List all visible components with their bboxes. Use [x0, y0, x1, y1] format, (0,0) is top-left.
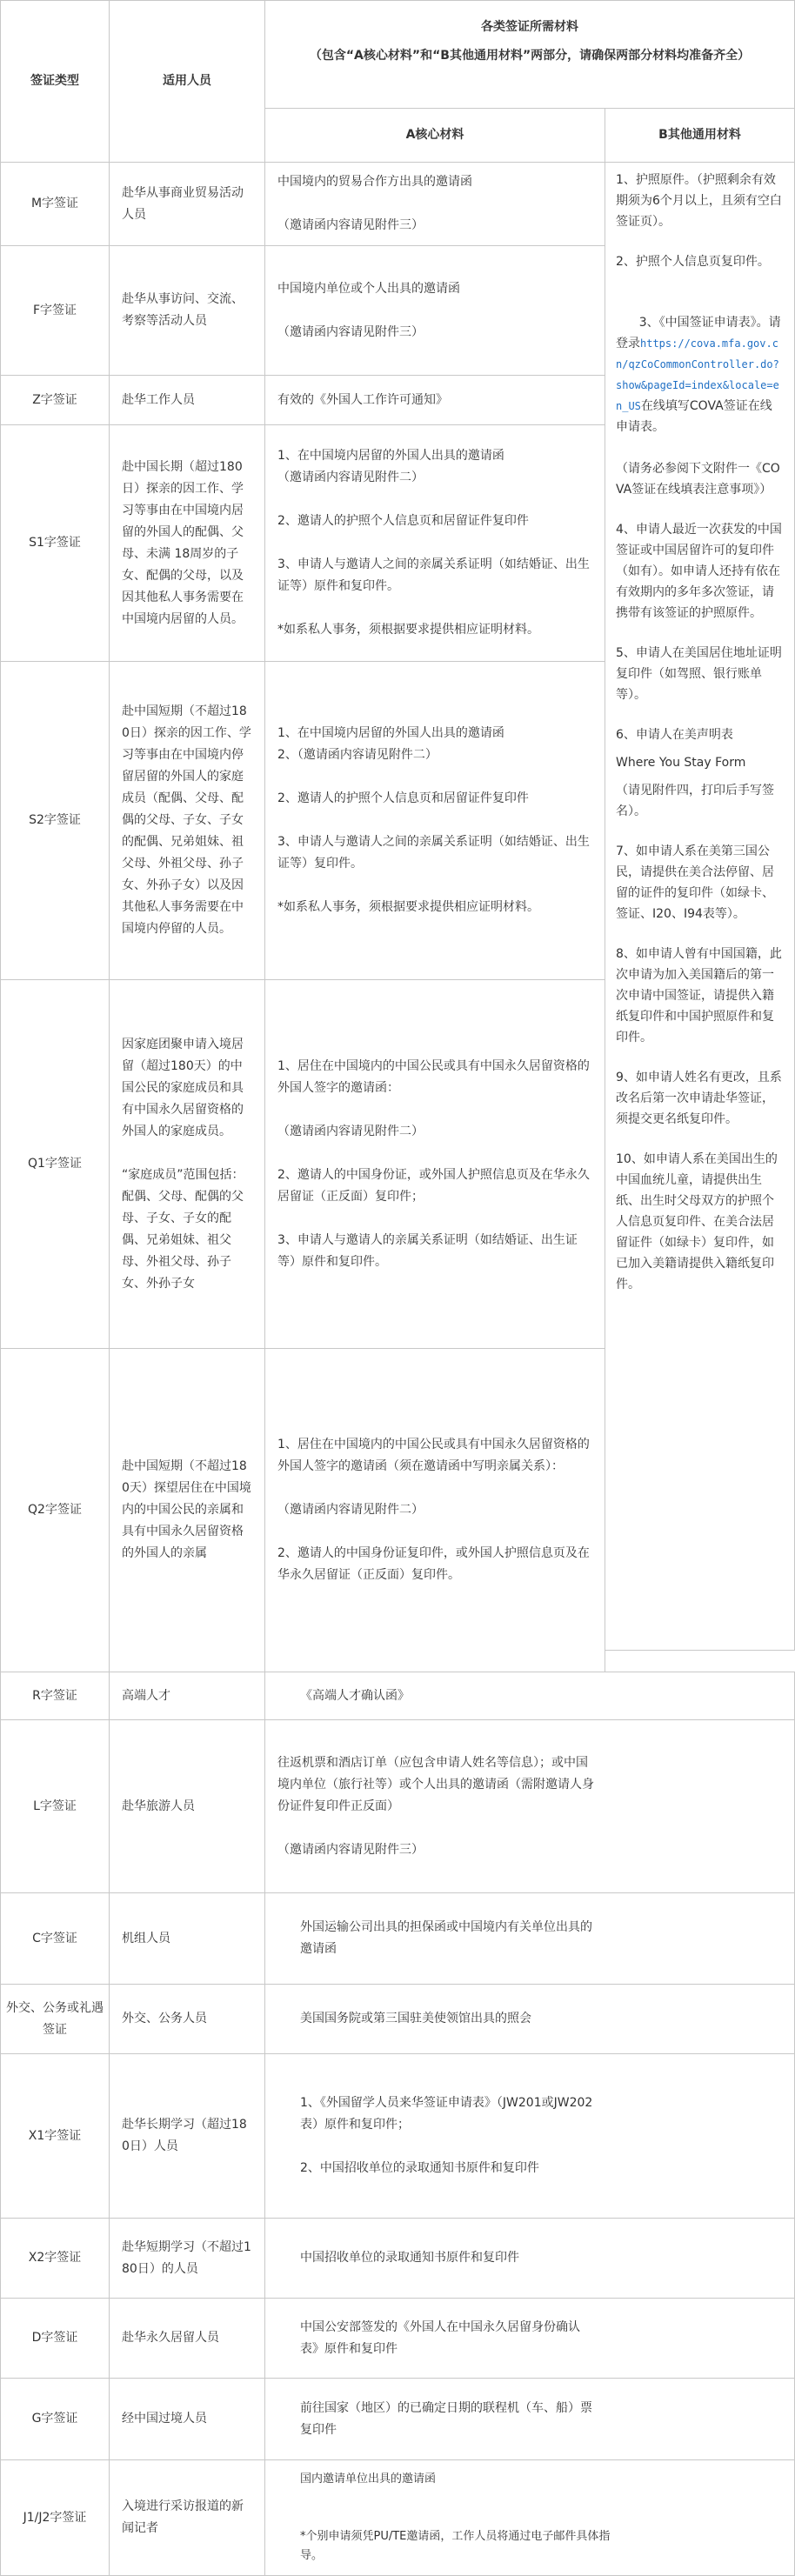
row-j-applicant: 入境进行采访报道的新闻记者 [109, 2459, 265, 2576]
row-q2-applicant: 赴中国短期（不超过180天）探望居住在中国境内的中国公民的亲属和具有中国永久居留资格的外国人的亲属 [109, 1348, 265, 1672]
row-q2-core: 1、居住在中国境内的中国公民或具有中国永久居留资格的外国人签字的邀请函（须在邀请函中写明亲属关系）： （邀请函内容请见附件二） 2、邀请人的中国身份证复印件，或外国人护照信息页及在华永久居留证（正反面）复印件。 [264, 1348, 605, 1672]
row-j-core: 国内邀请单位出具的邀请函 *个别申请须凭PU/TE邀请函，工作人员将通过电子邮件具体指导。 [264, 2459, 795, 2576]
row-z-applicant: 赴华工作人员 [109, 375, 265, 425]
row-diplomatic-applicant: 外交、公务人员 [109, 1984, 265, 2054]
other-item-4: 4、申请人最近一次获发的中国签证或中国居留许可的复印件（如有）。如申请人还持有依在有效期内的多年多次签证，请携带有该签证的护照原件。 [616, 523, 782, 620]
other-item-3: 3、《中国签证申请表》。请登录https://cova.mfa.gov.cn/qzCoCommonController.do?show&pageId=index&locale=en_US在线填写COVA签证在线申请表。 [616, 316, 781, 434]
row-x1-core: 1、《外国留学人员来华签证申请表》（JW201或JW202表）原件和复印件； 2、中国招收单位的录取通知书原件和复印件 [264, 2053, 795, 2219]
row-z-type: Z字签证 [0, 375, 110, 425]
row-x2-type: X2字签证 [0, 2218, 110, 2299]
row-m-type: M字签证 [0, 162, 110, 246]
row-l-applicant: 赴华旅游人员 [109, 1719, 265, 1893]
row-q1-core: 1、居住在中国境内的中国公民或具有中国永久居留资格的外国人签字的邀请函： （邀请函内容请见附件二） 2、邀请人的中国身份证，或外国人护照信息页及在华永久居留证（正反面）复印件； 3、申请人与邀请人的亲属关系证明（如结婚证、出生证等）原件和复印件。 [264, 979, 605, 1349]
row-m-applicant: 赴华从事商业贸易活动人员 [109, 162, 265, 246]
row-d-core: 中国公安部签发的《外国人在中国永久居留身份确认表》原件和复印件 [264, 2298, 795, 2379]
other-item-6: 6、申请人在美声明表 [616, 728, 733, 742]
row-r-core: 《高端人才确认函》 [264, 1672, 795, 1720]
row-x1-applicant: 赴华长期学习（超过180日）人员 [109, 2053, 265, 2219]
other-item-10: 10、如申请人系在美国出生的中国血统儿童，请提供出生纸、出生时父母双方的护照个人信息页复印件、在美合法居留证件（如绿卡）复印件，如已加入美籍请提供入籍纸复印件。 [616, 1152, 778, 1291]
other-item-6-note: （请见附件四，打印后手写签名）。 [616, 784, 774, 818]
other-item-7: 7、如申请人系在美第三国公民，请提供在美合法停留、居留的证件的复印件（如绿卡、签证、I20、I94表等）。 [616, 844, 774, 921]
header-materials-subtitle: （包含“A核心材料”和“B其他通用材料”两部分，请确保两部分材料均准备齐全） [309, 49, 751, 63]
row-f-applicant: 赴华从事访问、交流、考察等活动人员 [109, 245, 265, 376]
row-r-applicant: 高端人才 [109, 1672, 265, 1720]
row-s2-type: S2字签证 [0, 661, 110, 980]
header-type-label: 签证类型 [30, 74, 79, 88]
row-s1-applicant: 赴中国长期（超过180日）探亲的因工作、学习等事由在中国境内居留的外国人的配偶、父母、未满 18周岁的子女、配偶的父母，以及因其他私人事务需要在中国境内居留的人员。 [109, 424, 265, 662]
other-item-8: 8、如申请人曾有中国国籍，此次申请为加入美国籍后的第一次申请中国签证，请提供入籍纸复印件和中国护照原件和复印件。 [616, 947, 782, 1044]
row-f-type: F字签证 [0, 245, 110, 376]
row-j-type: J1/J2字签证 [0, 2459, 110, 2576]
header-applicant [109, 0, 265, 163]
other-item-9: 9、如申请人姓名有更改，且系改名后第一次申请赴华签证，须提交更名纸复印件。 [616, 1071, 782, 1126]
cova-link[interactable]: https://cova.mfa.gov.cn/qzCoCommonController.do?show&pageId=index&locale=en_US [616, 337, 779, 412]
header-other-label: B其他通用材料 [658, 128, 741, 142]
other-item-1: 1、护照原件。（护照剩余有效期须为6个月以上，且须有空白签证页）。 [616, 173, 782, 229]
row-z-core: 有效的《外国人工作许可通知》 [264, 375, 605, 425]
row-q1-applicant: 因家庭团聚申请入境居留（超过180天）的中国公民的家庭成员和具有中国永久居留资格的外国人的家庭成员。 “家庭成员”范围包括：配偶、父母、配偶的父母、子女、子女的配偶、兄弟姐妹、祖父母、外祖父母、孙子女、外孙子女 [109, 979, 265, 1349]
row-l-core: 往返机票和酒店订单（应包含申请人姓名等信息）；或中国境内单位（旅行社等）或个人出具的邀请函（需附邀请人身份证件复印件正反面） （邀请函内容请见附件三） [264, 1719, 795, 1893]
row-s1-core: 1、在中国境内居留的外国人出具的邀请函 （邀请函内容请见附件二） 2、邀请人的护照个人信息页和居留证件复印件 3、申请人与邀请人之间的亲属关系证明（如结婚证、出生证等）原件和复印件。 *如系私人事务，须根据要求提供相应证明材料。 [264, 424, 605, 662]
row-c-core: 外国运输公司出具的担保函或中国境内有关单位出具的邀请函 [264, 1892, 795, 1985]
row-x2-core: 中国招收单位的录取通知书原件和复印件 [264, 2218, 795, 2299]
row-q1-type: Q1字签证 [0, 979, 110, 1349]
row-m-core: 中国境内的贸易合作方出具的邀请函 （邀请函内容请见附件三） [264, 162, 605, 246]
row-diplomatic-type: 外交、公务或礼遇签证 [0, 1984, 110, 2054]
other-item-2: 2、护照个人信息页复印件。 [616, 255, 770, 269]
row-x1-type: X1字签证 [0, 2053, 110, 2219]
row-q2-type: Q2字签证 [0, 1348, 110, 1672]
row-s2-core: 1、在中国境内居留的外国人出具的邀请函 2、（邀请函内容请见附件二） 2、邀请人的护照个人信息页和居留证件复印件 3、申请人与邀请人之间的亲属关系证明（如结婚证、出生证等）复印件。 *如系私人事务，须根据要求提供相应证明材料。 [264, 661, 605, 980]
row-d-applicant: 赴华永久居留人员 [109, 2298, 265, 2379]
other-materials [605, 162, 795, 1651]
other-item-5: 5、申请人在美国居住地址证明复印件（如驾照、银行账单等）。 [616, 646, 782, 702]
row-l-type: L字签证 [0, 1719, 110, 1893]
header-core [264, 108, 605, 163]
other-item-3-note: （请务必参阅下文附件一《COVA签证在线填表注意事项》） [616, 462, 780, 497]
row-g-applicant: 经中国过境人员 [109, 2378, 265, 2460]
row-c-type: C字签证 [0, 1892, 110, 1985]
row-d-type: D字签证 [0, 2298, 110, 2379]
row-g-core: 前往国家（地区）的已确定日期的联程机（车、船）票复印件 [264, 2378, 795, 2460]
header-applicant-label: 适用人员 [163, 74, 211, 88]
row-r-type: R字签证 [0, 1672, 110, 1720]
row-g-type: G字签证 [0, 2378, 110, 2460]
row-f-core: 中国境内单位或个人出具的邀请函 （邀请函内容请见附件三） [264, 245, 605, 376]
row-s1-type: S1字签证 [0, 424, 110, 662]
row-x2-applicant: 赴华短期学习（不超过180日）的人员 [109, 2218, 265, 2299]
row-diplomatic-core: 美国国务院或第三国驻美使领馆出具的照会 [264, 1984, 795, 2054]
row-s2-applicant: 赴中国短期（不超过180日）探亲的因工作、学习等事由在中国境内停留居留的外国人的家庭成员（配偶、父母、配偶的父母、子女、子女的配偶、兄弟姐妹、祖父母、外祖父母、孙子女、外孙子女）以及因其他私人事务需要在中国境内停留的人员。 [109, 661, 265, 980]
header-type [0, 0, 110, 163]
header-core-label: A核心材料 [405, 128, 464, 142]
other-item-6-form: Where You Stay Form [616, 756, 746, 770]
header-materials-title: 各类签证所需材料 [481, 20, 578, 34]
header-materials [264, 0, 795, 109]
row-c-applicant: 机组人员 [109, 1892, 265, 1985]
header-other [605, 108, 795, 163]
